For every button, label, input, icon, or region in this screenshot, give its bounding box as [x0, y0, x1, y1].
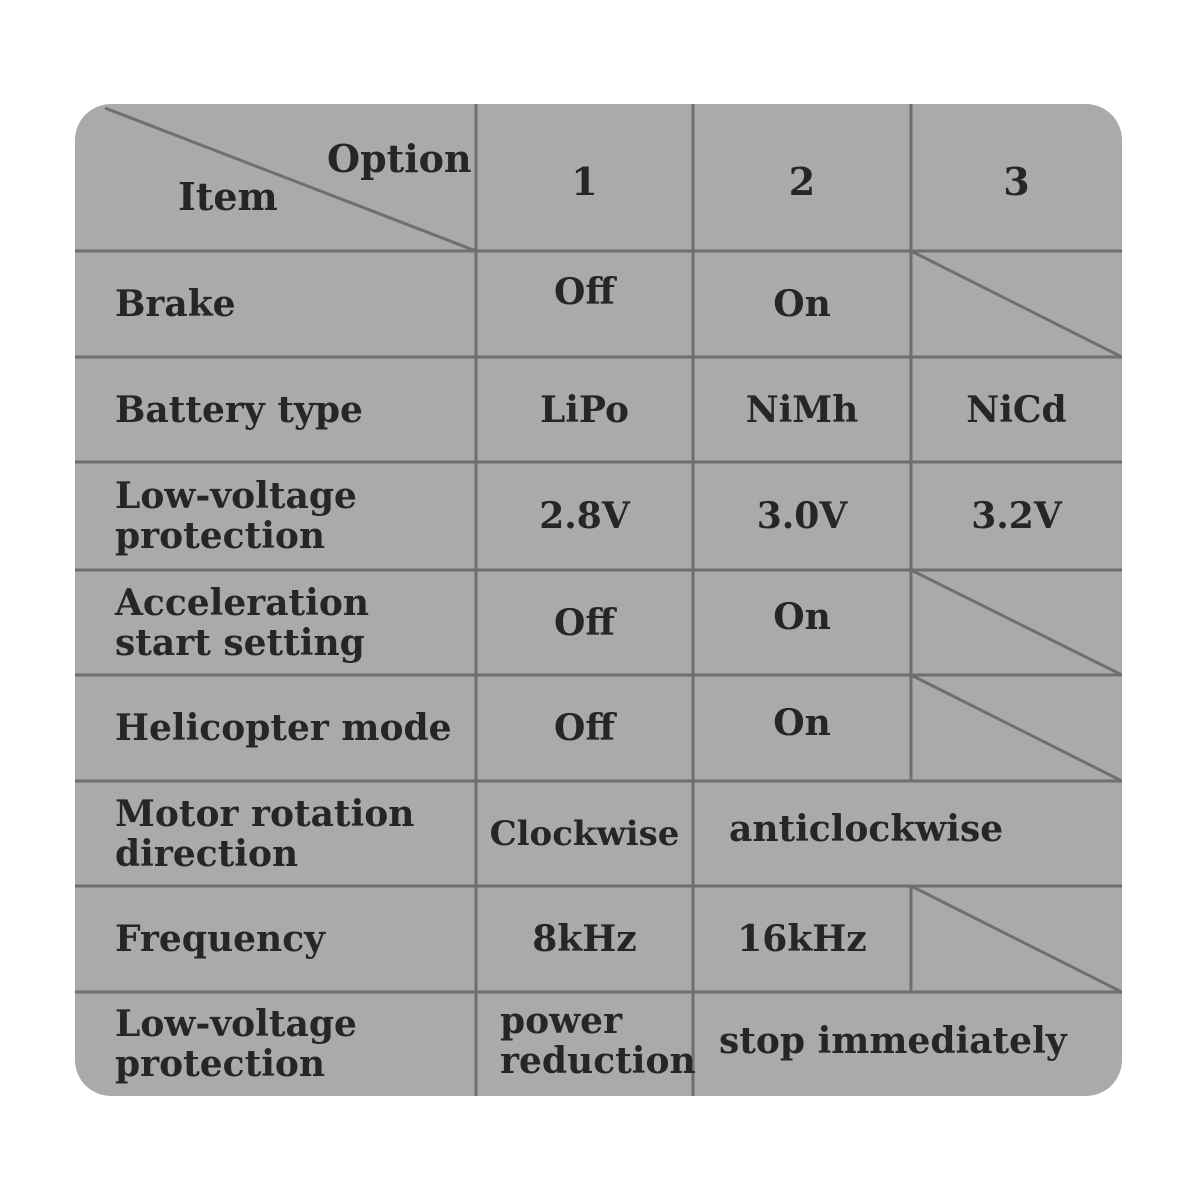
row-label-motor-rotation-direction: Motor rotation direction: [115, 792, 415, 875]
settings-table: [75, 104, 1122, 1096]
header-option-label: Option: [327, 136, 472, 181]
motor-rotation-option-1: Clockwise: [489, 813, 680, 854]
option-header-3: 3: [1003, 158, 1030, 204]
acceleration-option-1: Off: [554, 601, 615, 644]
battery-type-option-1: LiPo: [539, 388, 630, 431]
option-header-1: 1: [571, 158, 598, 204]
battery-type-option-3: NiCd: [966, 388, 1067, 431]
low-voltage-option-3: 3.2V: [971, 495, 1062, 537]
row-label-brake: Brake: [115, 283, 236, 325]
low-voltage-option-2: 3.0V: [756, 495, 848, 537]
helicopter-option-1: Off: [554, 707, 615, 749]
option-header-2: 2: [788, 158, 816, 204]
motor-rotation-option-2: anticlockwise: [729, 807, 1004, 850]
row-label-low-voltage-protection: Low-voltage protection: [115, 475, 357, 557]
low-voltage-option-1: 2.8V: [539, 495, 630, 537]
low-voltage-mode-option-2: stop immediately: [719, 1020, 1067, 1062]
low-voltage-mode-option-1: power reduction: [500, 1000, 696, 1082]
helicopter-option-2: On: [773, 702, 831, 744]
row-label-battery-type: Battery type: [115, 388, 363, 431]
row-label-low-voltage-protection-mode: Low-voltage protection: [115, 1003, 357, 1085]
frequency-option-2: 16kHz: [737, 918, 867, 960]
header-corner-cell: [75, 104, 476, 251]
row-label-helicopter-mode: Helicopter mode: [115, 707, 452, 749]
brake-option-2: On: [773, 283, 831, 325]
row-label-acceleration-start-setting: Acceleration start setting: [115, 581, 370, 664]
row-label-frequency: Frequency: [115, 918, 326, 960]
brake-option-1: Off: [554, 271, 615, 313]
header-item-label: Item: [178, 174, 278, 219]
battery-type-option-2: NiMh: [745, 388, 859, 431]
acceleration-option-2: On: [773, 595, 831, 638]
frequency-option-1: 8kHz: [532, 918, 637, 960]
